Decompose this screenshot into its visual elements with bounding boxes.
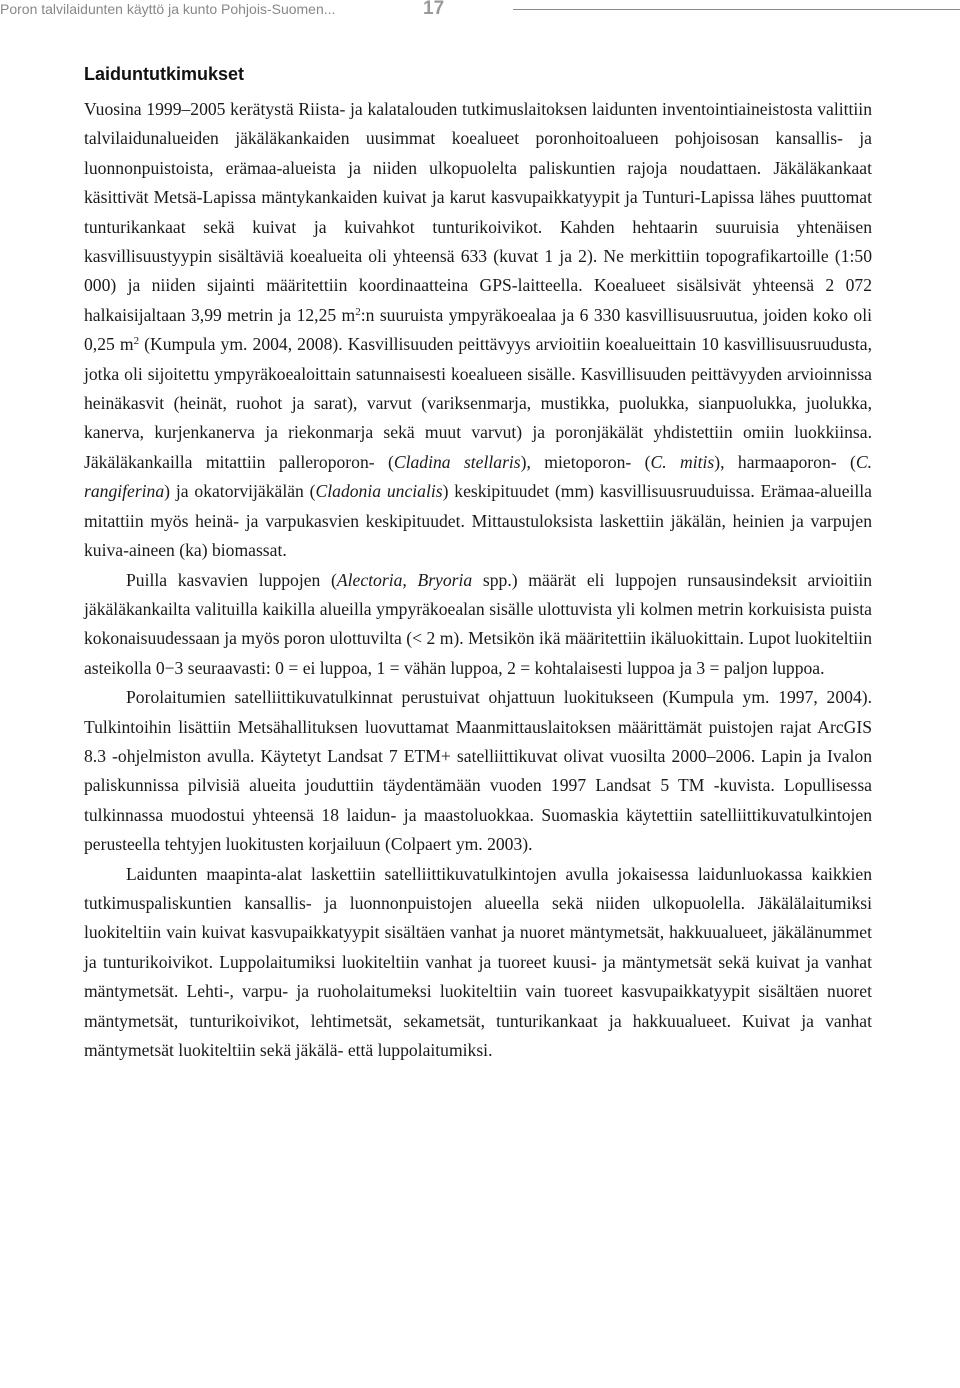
header-rule [513,9,960,10]
text-run: Laidunten maapinta-alat laskettiin satelliittikuvatulkintojen avulla jokaisessa laidunluokassa kaikkien tutkimuspaliskuntien kansallis- ja luonnonpuistojen alueella sekä niiden ulkopuolella. Jäkälälaitumiksi luokiteltiin vain kuivat kasvupaikkatyypit sisältäen vanhat ja nuoret mäntymetsät, hakkuualueet, jäkälänummet ja tunturikoivikot. Luppolaitumiksi luokiteltiin vanhat ja tuoreet kuusi- ja mäntymetsät sekä kuivat ja vanhat mäntymetsät. Lehti-, varpu- ja ruoholaitumeksi luokiteltiin vain tuoreet kasvupaikkatyypit sisältäen nuoret mäntymetsät, tunturikoivikot, lehtimetsät, sekametsät, tunturikankaat ja hakkuualueet. Kuivat ja vanhat mäntymetsät luokiteltiin sekä jäkälä- että luppolaitumiksi. [84,863,872,1060]
superscript: 2 [133,335,140,348]
paragraph [84,566,872,684]
page-number: 17 [423,0,445,19]
species-name: C. rangiferina [84,451,872,502]
text-run: Puilla kasvavien luppojen ( [126,569,337,590]
text-run: ), mietoporon- ( [520,451,651,472]
text-run: ) ja okatorvijäkälän ( [164,481,316,502]
text-run: ) keskipituudet (mm) kasvillisuusruuduissa. Erämaa-alueilla mitattiin myös heinä- ja varpukasvien keskipituudet. Mittaustuloksista laskettiin jäkälän, heinien ja varpujen kuiva-aineen (ka) biomassat. [84,481,872,561]
species-name: Cladonia uncialis [315,481,443,502]
paragraph [84,683,872,859]
species-name: C. mitis [650,451,715,472]
species-name: Cladina stellaris [393,451,521,472]
text-run: spp.) määrät eli luppojen runsausindeksit arvioitiin jäkäläkankailta valituilla kaikilla alueilla ympyräkoealan sisälle ulottuvista yli kolmen metrin korkuisista puista kokonaisuudessaan ja myös poron ulottuvilta (< 2 m). Metsikön ikä määritettiin ikäluokittain. Lupot luokiteltiin asteikolla 0−3 seuraavasti: 0 = ei luppoa, 1 = vähän luppoa, 2 = kohtalaisesti luppoa ja 3 = paljon luppoa. [84,569,873,678]
text-run: Vuosina 1999–2005 kerätystä Riista- ja kalatalouden tutkimuslaitoksen laidunten inventointiaineistosta valittiin talvilaidunalueiden jäkäläkankaiden uusimmat koealueet poronhoitoalueen pohjoisosan kansallis- ja luonnonpuistoista, erämaa-alueista ja niiden ulkopuolelta paliskuntien rajoja noudattaen. Jäkäläkankaat käsittivät Metsä-Lapissa mäntykankaiden kuivat ja karut kasvupaikkatyypit ja Tunturi-Lapissa lähes puuttomat tunturikankaat sekä kuivat ja kuivahkot tunturikoivikot. Kahden hehtaarin suuruisia yhtenäisen kasvillisuustyypin sisältäviä koealueita oli yhteensä 633 (kuvat 1 ja 2). Ne merkittiin topografikartoille (1:50 000) ja niiden sijainti määritettiin koordinaatteina GPS-laitteella. Koealueet sisälsivät yhteensä 2 072 halkaisijaltaan 3,99 metrin ja 12,25 m [84,99,872,325]
text-run: :n suuruista ympyräkoealaa ja 6 330 kasvillisuusruutua, joiden koko oli 0,25 m [84,304,872,355]
text-run: (Kumpula ym. 2004, 2008). Kasvillisuuden peittävyys arvioitiin koealueittain 10 kasvillisuusruudusta, jotka oli sijoitettu ympyräkoealoittain satunnaisesti koealueen sisälle. Kasvillisuuden peittävyyden arvioinnissa heinäkasvit (heinät, ruohot ja sarat), varvut (variksenmarja, mustikka, puolukka, sianpuolukka, juolukka, kanerva, kurjenkanerva ja riekonmarja sekä muut varvut) ja poronjäkälät yhdistettiin omiin luokkiinsa. Jäkäläkankailla mitattiin palleroporon- ( [84,334,873,472]
text-run: ), harmaaporon- ( [714,451,856,472]
running-header [0,0,960,22]
running-title: Poron talvilaidunten käyttö ja kunto Pohjois-Suomen... [0,1,336,17]
section-heading: Laiduntutkimukset [84,64,245,84]
superscript: 2 [355,305,361,318]
body-text [84,95,872,1065]
text-run: Porolaitumien satelliittikuvatulkinnat perustuivat ohjattuun luokitukseen (Kumpula ym. 1997, 2004). Tulkintoihin lisättiin Metsähallituksen luovuttamat Maanmittauslaitoksen määrittämät puistojen rajat ArcGIS 8.3 -ohjelmiston avulla. Käytetyt Landsat 7 ETM+ satelliittikuvat olivat vuosilta 2000–2006. Lapin ja Ivalon paliskunnissa pilvisiä alueita jouduttiin täydentämään vuoden 1997 Landsat 5 TM -kuvista. Lopullisessa tulkinnassa muodostui yhteensä 18 laidun- ja maastoluokkaa. Suomaskia käytettiin satelliittikuvatulkintojen perusteella tehtyjen luokitusten korjailuun (Colpaert ym. 2003). [84,687,872,855]
paragraph [84,860,872,1066]
species-name: Alectoria, Bryoria [336,569,473,590]
paragraph [84,95,872,566]
